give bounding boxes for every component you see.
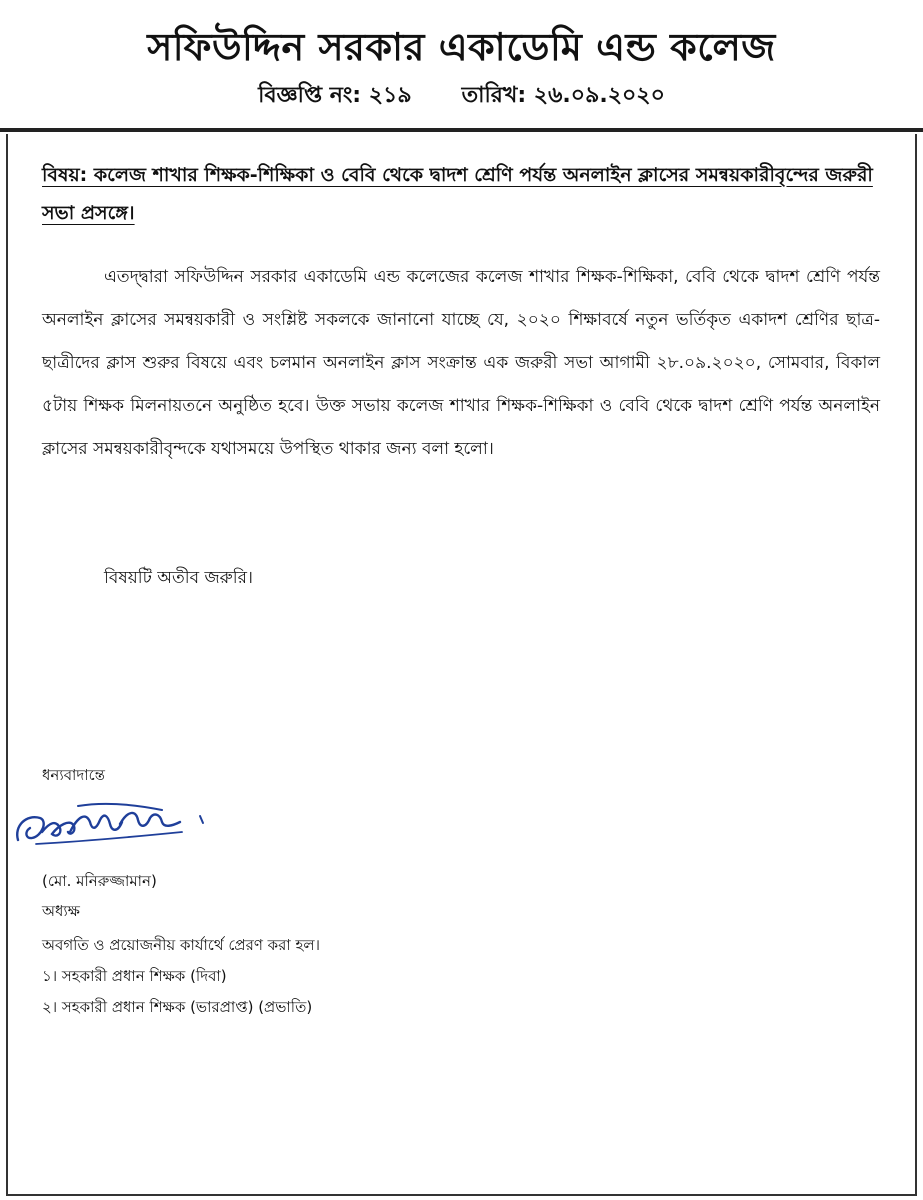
notice-body: এতদ্দ্বারা সফিউদ্দিন সরকার একাডেমি এন্ড কলেজের কলেজ শাখার শিক্ষক-শিক্ষিকা, বেবি থেকে দ্বাদশ শ্রেণি পর্যন্ত অনলাইন ক্লাসের সমন্বয়কারী ও সংশ্লিষ্ট সকলকে জানানো যাচ্ছে যে, ২০২০ শিক্ষাবর্ষে নতুন ভর্তিকৃত একাদশ শ্রেণির ছাত্র-ছাত্রীদের ক্লাস শুরুর বিষয়ে এবং চলমান অনলাইন ক্লাস সংক্রান্ত এক জরুরী সভা আগামী ২৮.০৯.২০২০, সোমবার, বিকাল ৫টায় শিক্ষক মিলনায়তনে অনুষ্ঠিত হবে। উক্ত সভায় কলেজ শাখার শিক্ষক-শিক্ষিকা ও বেবি থেকে দ্বাদশ শ্রেণি পর্যন্ত অনলাইন ক্লাসের সমন্বয়কারীবৃন্দকে যথাসময়ে উপস্থিত থাকার জন্য বলা হলো। (42, 267, 880, 459)
subject-text: বিষয়: কলেজ শাখার শিক্ষক-শিক্ষিকা ও বেবি থেকে দ্বাদশ শ্রেণি পর্যন্ত অনলাইন ক্লাসের সমন্বয়কারীবৃন্দের জরুরী সভা প্রসঙ্গে। (42, 164, 873, 224)
signatory-designation: অধ্যক্ষ (42, 902, 80, 920)
signatory-name: (মো. মনিরুজ্জামান) (42, 872, 157, 890)
closing-line: বিষয়টি অতীব জরুরি। (104, 568, 253, 588)
copy-item: ১। সহকারী প্রধান শিক্ষক (দিবা) (42, 967, 227, 985)
copy-item: ২। সহকারী প্রধান শিক্ষক (ভারপ্রাপ্ত) (প্রভাতি) (42, 998, 313, 1016)
copy-distribution (42, 930, 320, 1023)
notice-meta (0, 78, 923, 115)
notice-date: তারিখ: ২৬.০৯.২০২০ (461, 83, 665, 108)
subject-line (42, 156, 882, 232)
header-divider (0, 128, 923, 132)
signatory-block (42, 866, 157, 926)
signature-image (12, 792, 212, 862)
thanks-line: ধন্যবাদান্তে (42, 766, 106, 784)
notice-number: বিজ্ঞপ্তি নং: ২১৯ (258, 83, 412, 108)
institution-title: সফিউদ্দিন সরকার একাডেমি এন্ড কলেজ (147, 25, 776, 69)
copy-intro: অবগতি ও প্রয়োজনীয় কার্যার্থে প্রেরণ করা হল। (42, 936, 320, 954)
